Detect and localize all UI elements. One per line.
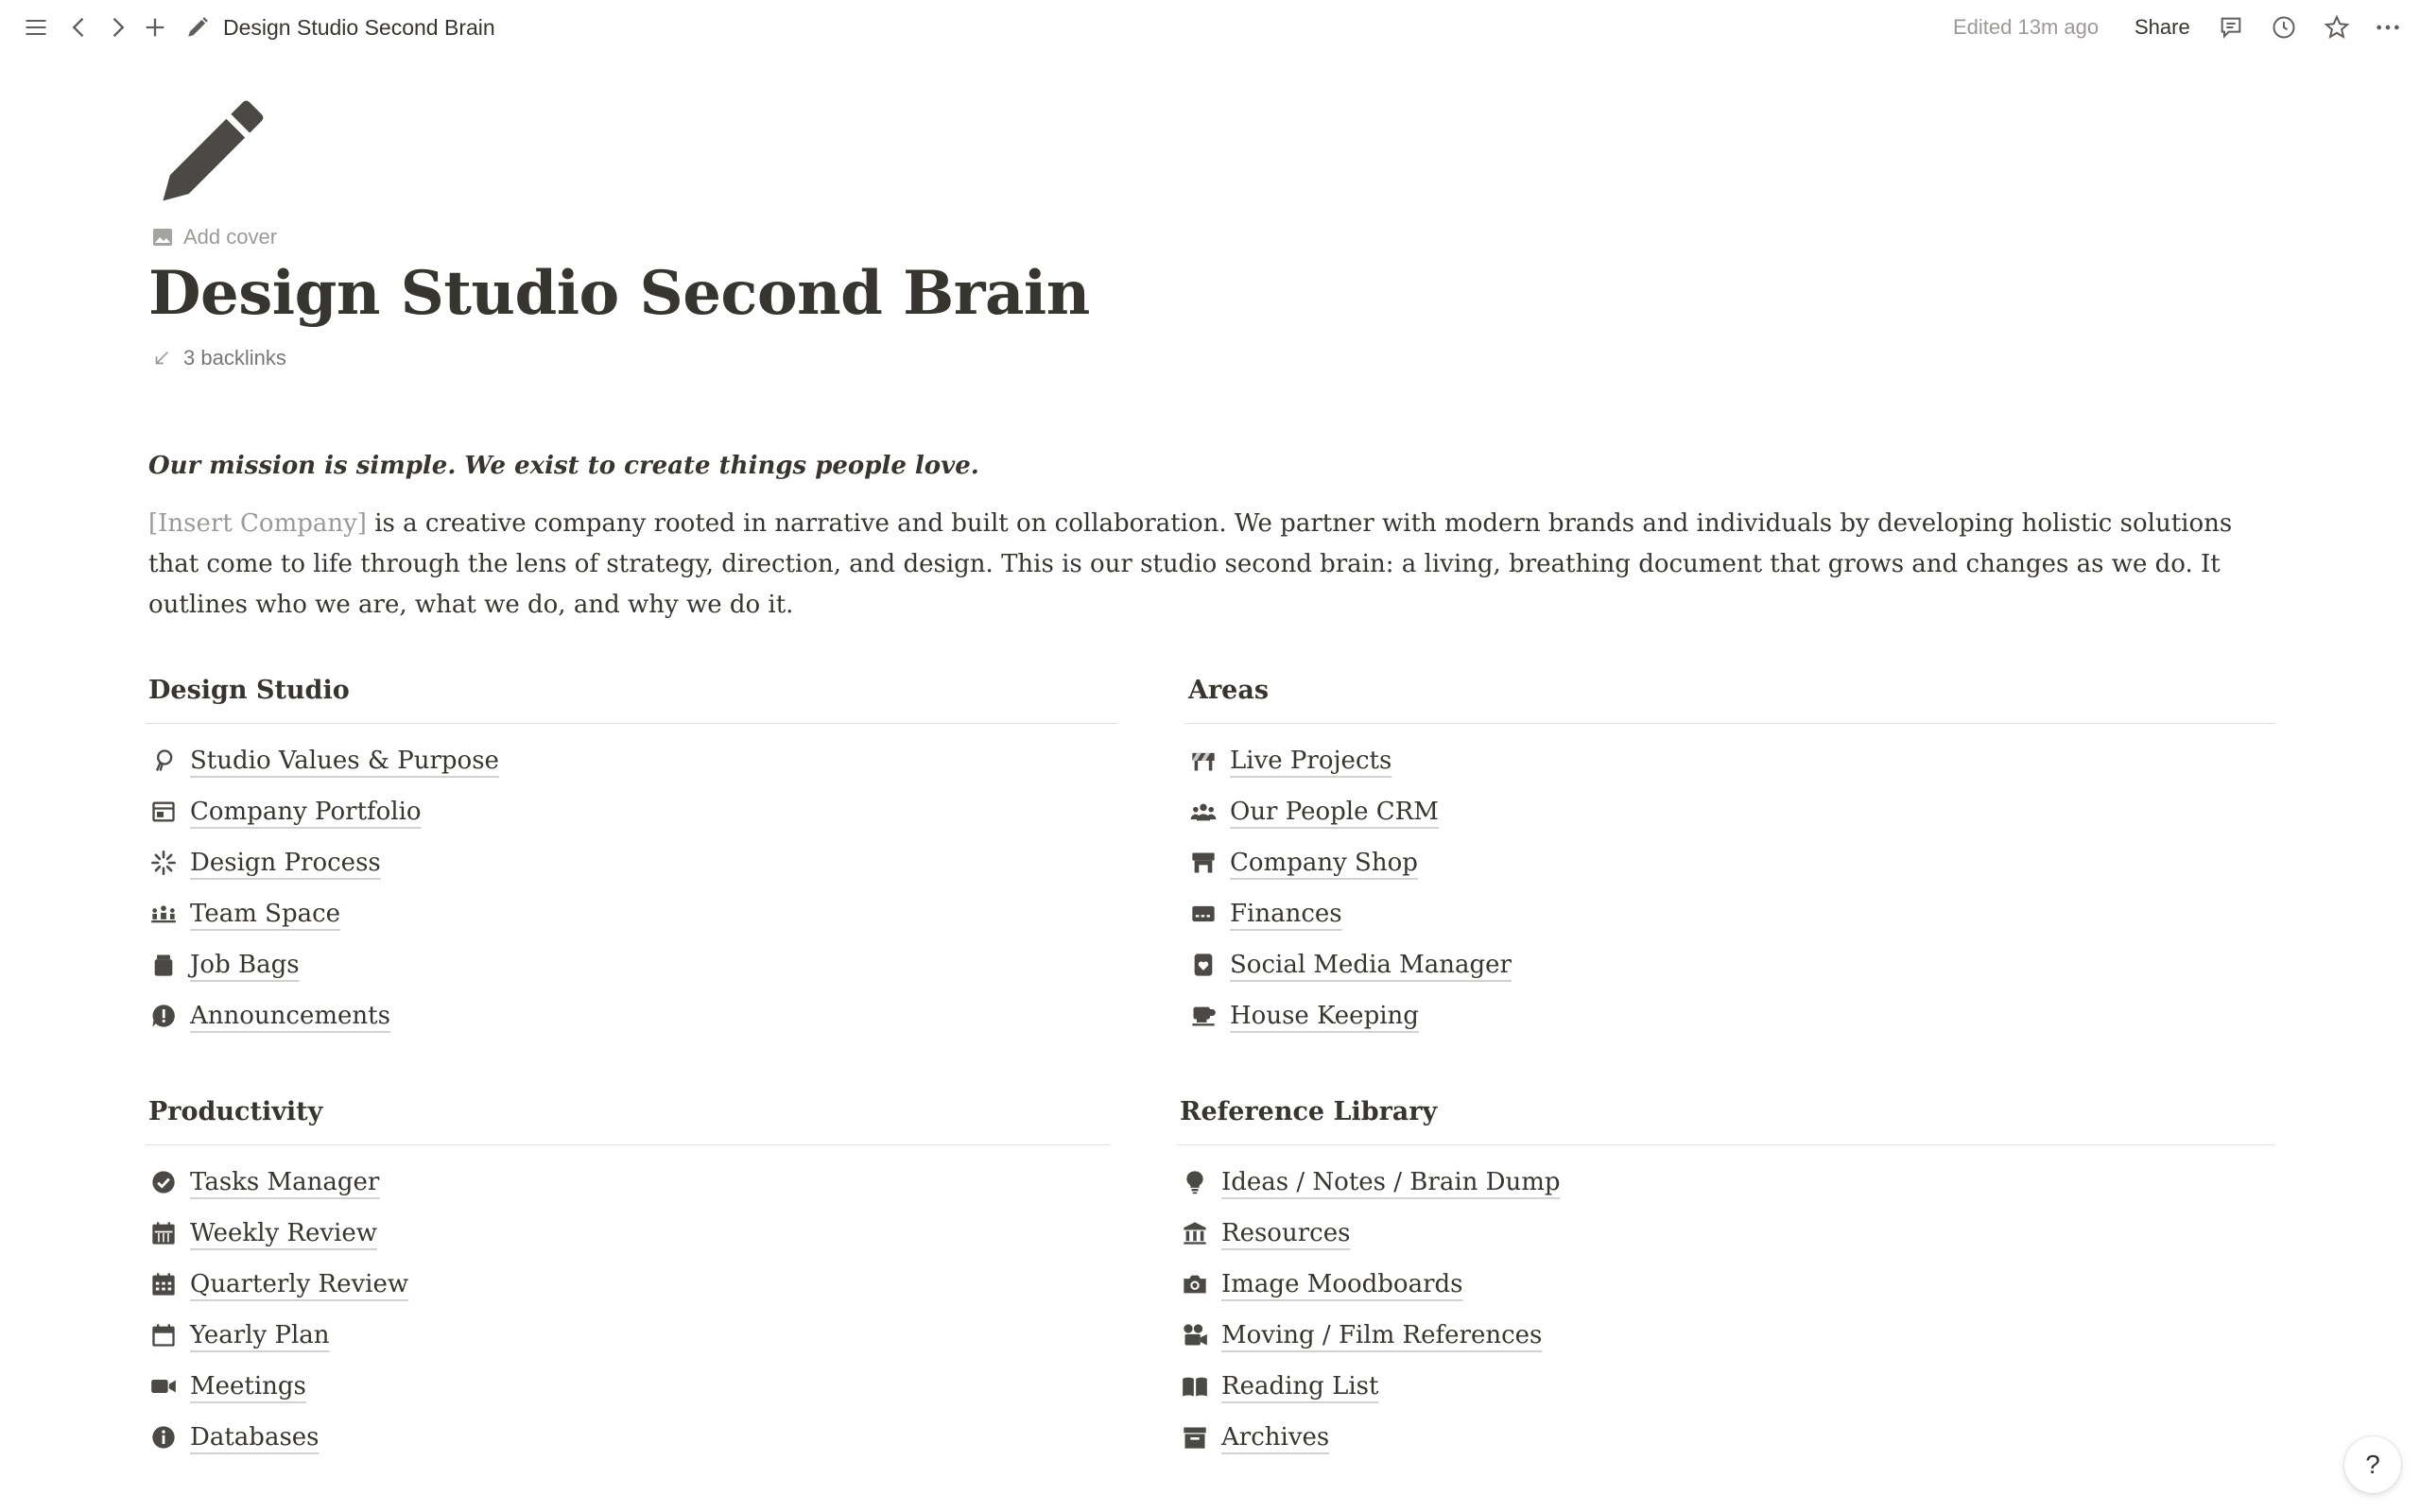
- archive-box-icon: [1180, 1422, 1210, 1452]
- page-pencil-icon[interactable]: [151, 91, 268, 208]
- section-divider: [146, 723, 1117, 724]
- help-button[interactable]: ?: [2344, 1436, 2401, 1493]
- link-reading-list[interactable]: Reading List: [1177, 1361, 2274, 1412]
- history-clock-icon[interactable]: [2267, 10, 2301, 44]
- share-button[interactable]: Share: [2135, 15, 2190, 39]
- section-title: Areas: [1188, 676, 1270, 705]
- add-cover-label: Add cover: [183, 225, 278, 249]
- loading-spinner-icon: [148, 848, 179, 878]
- bag-icon: [148, 950, 179, 980]
- sidebar-menu-icon[interactable]: [19, 10, 53, 44]
- book-icon: [1180, 1371, 1210, 1401]
- link-databases[interactable]: Databases: [146, 1412, 1110, 1463]
- link-social-media-manager[interactable]: Social Media Manager: [1185, 939, 2274, 990]
- link-ideas-notes[interactable]: Ideas / Notes / Brain Dump: [1177, 1157, 2274, 1208]
- link-tasks-manager[interactable]: Tasks Manager: [146, 1157, 1110, 1208]
- section-divider: [1185, 723, 2274, 724]
- design-studio-section: [146, 670, 1117, 1041]
- coffee-cup-icon: [1188, 1001, 1219, 1031]
- section-divider: [146, 1144, 1110, 1145]
- link-weekly-review[interactable]: Weekly Review: [146, 1208, 1110, 1259]
- arrow-down-left-icon: [151, 348, 172, 369]
- link-live-projects[interactable]: Live Projects: [1185, 735, 2274, 786]
- info-circle-icon: [148, 1422, 179, 1452]
- section-title: Reference Library: [1180, 1097, 1438, 1126]
- link-archives[interactable]: Archives: [1177, 1412, 2274, 1463]
- video-camera-icon: [148, 1371, 179, 1401]
- edited-timestamp: Edited 13m ago: [1953, 15, 2100, 39]
- backlinks-button[interactable]: [151, 346, 286, 370]
- breadcrumb-title: Design Studio Second Brain: [223, 14, 495, 40]
- section-title: Productivity: [148, 1097, 323, 1126]
- camera-icon: [1180, 1269, 1210, 1299]
- people-row-icon: [148, 899, 179, 929]
- storefront-icon: [1188, 848, 1219, 878]
- lightbulb-head-icon: [148, 746, 179, 776]
- add-cover-button[interactable]: [151, 225, 277, 249]
- intro-text: is a creative company rooted in narrative and built on collaboration. We partner with modern brands and individuals by developing holistic solutions that come to life through the lens of strategy, direction, and design. This is our studio second brain: a living, breathing document that grows and changes as we do. It outlines who we are, what we do, and why we do it.: [148, 509, 2233, 619]
- link-resources[interactable]: Resources: [1177, 1208, 2274, 1259]
- link-announcements[interactable]: Announcements: [146, 990, 1117, 1041]
- link-company-shop[interactable]: Company Shop: [1185, 837, 2274, 888]
- areas-section: [1185, 670, 2274, 1041]
- favorite-star-icon[interactable]: [2320, 10, 2354, 44]
- link-moving-film-references[interactable]: Moving / Film References: [1177, 1310, 2274, 1361]
- heart-phone-icon: [1188, 950, 1219, 980]
- comments-icon[interactable]: [2214, 10, 2248, 44]
- back-icon[interactable]: [62, 10, 96, 44]
- link-company-portfolio[interactable]: Company Portfolio: [146, 786, 1117, 837]
- link-our-people-crm[interactable]: Our People CRM: [1185, 786, 2274, 837]
- forward-icon[interactable]: [100, 10, 134, 44]
- group-icon: [1188, 797, 1219, 827]
- productivity-section: [146, 1091, 1110, 1463]
- company-placeholder: [Insert Company]: [148, 509, 367, 538]
- section-divider: [1177, 1144, 2274, 1145]
- link-studio-values[interactable]: Studio Values & Purpose: [146, 735, 1117, 786]
- link-quarterly-review[interactable]: Quarterly Review: [146, 1259, 1110, 1310]
- pencil-icon: [185, 15, 210, 40]
- mission-statement: Our mission is simple. We exist to create things people love.: [148, 452, 979, 480]
- browser-window-icon: [148, 797, 179, 827]
- alert-bubble-icon: [148, 1001, 179, 1031]
- image-icon: [151, 226, 174, 249]
- page-title[interactable]: Design Studio Second Brain: [148, 258, 1090, 329]
- link-finances[interactable]: Finances: [1185, 888, 2274, 939]
- link-image-moodboards[interactable]: Image Moodboards: [1177, 1259, 2274, 1310]
- link-meetings[interactable]: Meetings: [146, 1361, 1110, 1412]
- backlinks-label: 3 backlinks: [183, 346, 286, 369]
- section-title: Design Studio: [148, 676, 350, 705]
- check-circle-icon: [148, 1167, 179, 1197]
- link-yearly-plan[interactable]: Yearly Plan: [146, 1310, 1110, 1361]
- breadcrumb[interactable]: [185, 9, 495, 45]
- bank-icon: [1180, 1218, 1210, 1248]
- link-job-bags[interactable]: Job Bags: [146, 939, 1117, 990]
- intro-paragraph: [148, 504, 2285, 626]
- calendar-week-icon: [148, 1218, 179, 1248]
- reference-library-section: [1177, 1091, 2274, 1463]
- more-options-icon[interactable]: [2371, 10, 2405, 44]
- calendar-grid-icon: [148, 1269, 179, 1299]
- new-page-icon[interactable]: [138, 10, 172, 44]
- lightbulb-icon: [1180, 1167, 1210, 1197]
- film-camera-icon: [1180, 1320, 1210, 1350]
- topbar: [0, 0, 2420, 55]
- link-team-space[interactable]: Team Space: [146, 888, 1117, 939]
- money-icon: [1188, 899, 1219, 929]
- link-house-keeping[interactable]: House Keeping: [1185, 990, 2274, 1041]
- link-design-process[interactable]: Design Process: [146, 837, 1117, 888]
- calendar-icon: [148, 1320, 179, 1350]
- barrier-icon: [1188, 746, 1219, 776]
